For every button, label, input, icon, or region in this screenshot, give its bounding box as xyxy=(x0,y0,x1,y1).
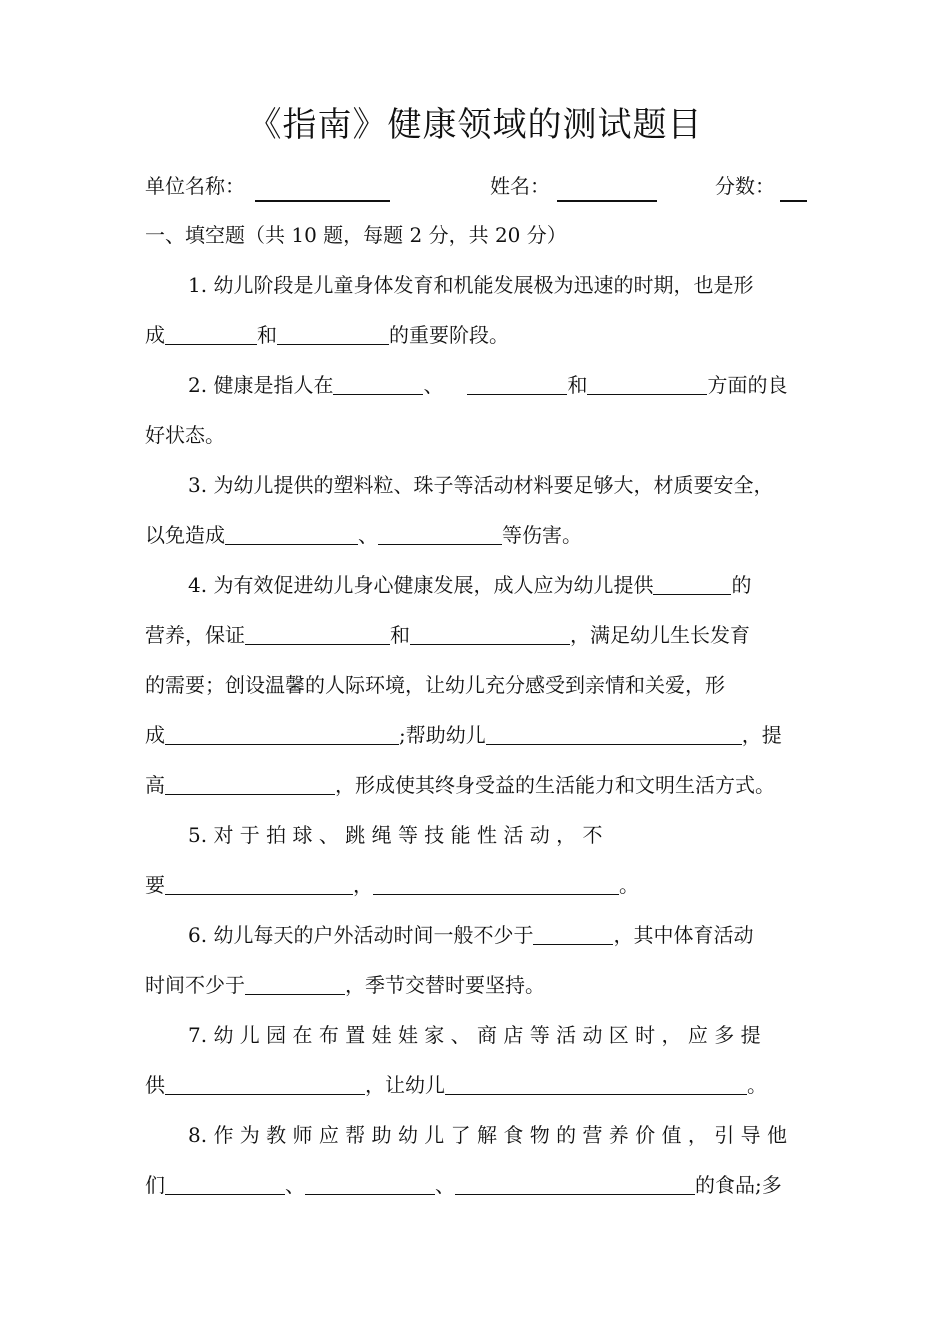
q4-text-j: ，形成使其终身受益的生活能力和文明生活方式。 xyxy=(335,773,775,797)
q6-text-d: ，季节交替时要坚持。 xyxy=(345,973,545,997)
q4-blank-5[interactable] xyxy=(486,743,742,745)
q6-text-c: 时间不少于 xyxy=(145,973,245,997)
q4-text-c: 营养，保证 xyxy=(145,623,245,647)
question-4-line-2 xyxy=(145,620,750,650)
q4-text-h: ，提 xyxy=(741,723,782,747)
q4-text-i: 高 xyxy=(145,773,165,797)
q4-blank-3[interactable] xyxy=(410,643,570,645)
score-field[interactable] xyxy=(780,200,807,202)
q4-blank-1[interactable] xyxy=(653,593,731,595)
q7-blank-1[interactable] xyxy=(165,1093,365,1095)
q8-blank-1[interactable] xyxy=(165,1193,285,1195)
q2-blank-1[interactable] xyxy=(333,393,423,395)
q5-blank-1[interactable] xyxy=(165,893,353,895)
question-3-line-2 xyxy=(145,520,582,550)
q3-text-c: 等伤害。 xyxy=(502,523,582,547)
q2-blank-3[interactable] xyxy=(587,393,707,395)
q7-text-a: 供 xyxy=(145,1073,165,1097)
name-field[interactable] xyxy=(557,200,657,202)
q4-text-e: ，满足幼儿生长发育 xyxy=(570,623,750,647)
question-4-line-1 xyxy=(188,570,751,600)
q7-text-c: 。 xyxy=(747,1073,767,1097)
q4-text-d: 和 xyxy=(390,623,410,647)
q3-text-a: 以免造成 xyxy=(145,523,225,547)
q8-text-d: 的食品;多 xyxy=(695,1173,782,1197)
q5-text-b: ， xyxy=(353,873,373,897)
question-6-line-2 xyxy=(145,970,545,1000)
question-4-line-5 xyxy=(145,770,775,800)
question-4-line-4 xyxy=(145,720,782,750)
q1-text-c: 的重要阶段。 xyxy=(389,323,509,347)
question-6-line-1 xyxy=(188,920,753,950)
q4-blank-4[interactable] xyxy=(165,743,399,745)
score-label: 分数： xyxy=(715,174,775,198)
q1-text-a: 成 xyxy=(145,323,165,347)
q4-text-b: 的 xyxy=(731,573,752,597)
q6-text-a: 6. 幼儿每天的户外活动时间一般不少于 xyxy=(188,923,534,947)
question-2-line-2: 好状态。 xyxy=(145,423,225,447)
question-1-line-1: 1. 幼儿阶段是儿童身体发育和机能发展极为迅速的时期，也是形 xyxy=(188,273,754,297)
q3-blank-2[interactable] xyxy=(378,543,502,545)
section-heading: 一、填空题（共 10 题，每题 2 分，共 20 分） xyxy=(145,223,567,247)
q6-blank-2[interactable] xyxy=(245,993,345,995)
unit-name-field[interactable] xyxy=(255,200,390,202)
q5-text-a: 要 xyxy=(145,873,165,897)
q4-text-f: 成 xyxy=(145,723,165,747)
q2-text-a: 2. 健康是指人在 xyxy=(188,373,334,397)
question-5-line-1: 5. 对 于 拍 球 、 跳 绳 等 技 能 性 活 动 ， 不 xyxy=(188,823,603,847)
q5-blank-2[interactable] xyxy=(373,893,619,895)
question-7-line-2 xyxy=(145,1070,767,1100)
name-label: 姓名： xyxy=(490,174,550,198)
q4-blank-2[interactable] xyxy=(245,643,390,645)
question-4-line-3: 的需要；创设温馨的人际环境，让幼儿充分感受到亲情和关爱，形 xyxy=(145,673,725,697)
q6-text-b: ，其中体育活动 xyxy=(613,923,754,947)
q3-text-b: 、 xyxy=(358,523,378,547)
question-8-line-2 xyxy=(145,1170,782,1200)
page-title: 《指南》健康领域的测试题目 xyxy=(247,105,703,145)
q2-text-c: 和 xyxy=(567,373,588,397)
q5-text-c: 。 xyxy=(619,873,639,897)
question-3-line-1: 3. 为幼儿提供的塑料粒、珠子等活动材料要足够大，材质要安全， xyxy=(188,473,774,497)
q1-blank-2[interactable] xyxy=(277,343,389,345)
q8-text-c: 、 xyxy=(435,1173,455,1197)
q3-blank-1[interactable] xyxy=(225,543,358,545)
q6-blank-1[interactable] xyxy=(533,943,613,945)
question-8-line-1: 8. 作 为 教 师 应 帮 助 幼 儿 了 解 食 物 的 营 养 价 值 ， 引 导 他 xyxy=(188,1123,787,1147)
question-5-line-2 xyxy=(145,870,639,900)
q1-blank-1[interactable] xyxy=(165,343,257,345)
question-2-line-1 xyxy=(188,370,787,400)
question-7-line-1: 7. 幼 儿 园 在 布 置 娃 娃 家 、 商 店 等 活 动 区 时 ， 应 多 提 xyxy=(188,1023,761,1047)
q2-text-b: 、 xyxy=(423,373,444,397)
unit-name-label: 单位名称： xyxy=(145,174,245,198)
q7-blank-2[interactable] xyxy=(445,1093,747,1095)
q4-text-g: ;帮助幼儿 xyxy=(399,723,486,747)
q8-text-b: 、 xyxy=(285,1173,305,1197)
q2-blank-2[interactable] xyxy=(467,393,567,395)
q4-text-a: 4. 为有效促进幼儿身心健康发展，成人应为幼儿提供 xyxy=(188,573,654,597)
q8-text-a: 们 xyxy=(145,1173,165,1197)
question-1-line-2 xyxy=(145,320,509,350)
q4-blank-6[interactable] xyxy=(165,793,335,795)
q1-text-b: 和 xyxy=(257,323,277,347)
q7-text-b: ，让幼儿 xyxy=(365,1073,445,1097)
q2-text-d: 方面的良 xyxy=(707,373,788,397)
q8-blank-3[interactable] xyxy=(455,1193,695,1195)
q8-blank-2[interactable] xyxy=(305,1193,435,1195)
